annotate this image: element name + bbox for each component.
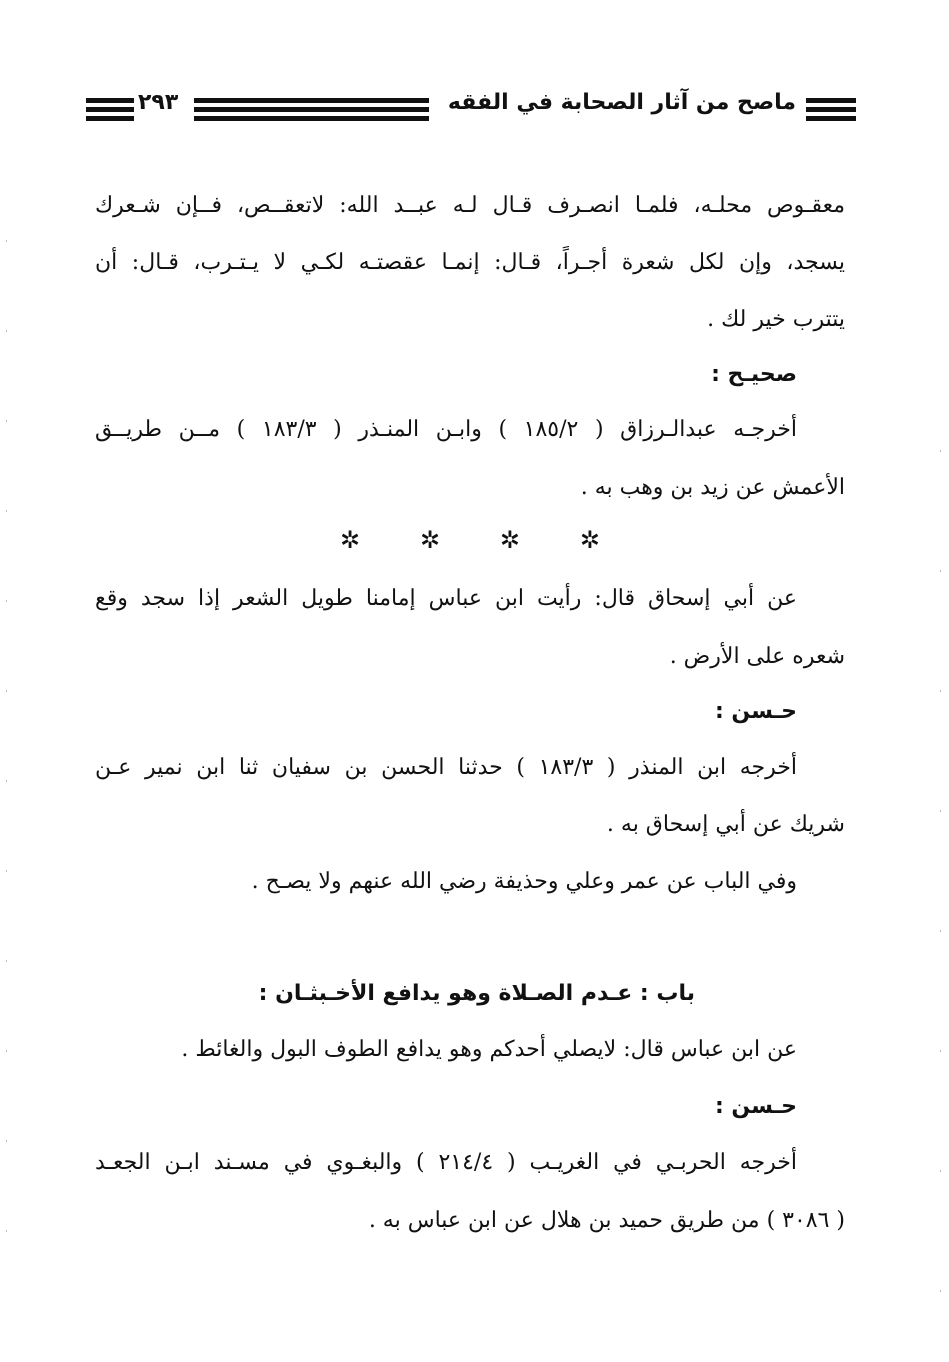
page-number: ٢٩٣ — [138, 90, 179, 115]
source-line: أخرجـه عبدالـرزاق ( ١٨٥/٢ ) وابـن المنـذر ( ١٨٣/٣ ) مــن طريــق — [95, 417, 797, 442]
source-line: ( ٣٠٨٦ ) من طريق حميد بن هلال عن ابن عباس به . — [368, 1208, 845, 1233]
grade-label: صحيـح : — [711, 362, 797, 387]
grade-label: حـسن : — [714, 1094, 797, 1119]
star-ornament: ✲ — [340, 526, 361, 554]
star-ornament: ✲ — [419, 526, 441, 554]
source-line: أخرجه ابن المنذر ( ١٨٣/٣ ) حدثنا الحسن بن سفيان ثنا ابن نمير عـن — [95, 755, 797, 780]
paragraph-line: يتترب خير لك . — [707, 307, 845, 332]
header-title: ماصح من آثار الصحابة في الفقه — [447, 90, 796, 115]
paragraph-line: معقـوص محلـه، فلمـا انصـرف قـال لـه عبــد الله: لاتعقــص، فــإن شـعرك — [95, 193, 845, 218]
grade-label: حـسن : — [714, 699, 797, 724]
scan-edge-right — [940, 450, 941, 1350]
paragraph-line: شعره على الأرض . — [669, 644, 845, 669]
scan-edge-left — [6, 240, 7, 1290]
paragraph-line: يسجد، وإن لكل شعرة أجـراً، قـال: إنمـا عقصتـه لكـي لا يـتـرب، قـال: أن — [95, 250, 845, 275]
source-line: شريك عن أبي إسحاق به . — [606, 812, 845, 837]
header-rule-right — [806, 98, 856, 121]
star-ornament: ✲ — [579, 526, 600, 554]
paragraph-line: عن ابن عباس قال: لايصلي أحدكم وهو يدافع الطوف البول والغائط . — [181, 1037, 797, 1062]
separator-stars — [340, 525, 600, 555]
header-rule-middle — [194, 98, 429, 121]
header-rule-left — [86, 98, 134, 121]
source-line: الأعمش عن زيد بن وهب به . — [580, 475, 845, 500]
source-line: أخرجه الحربـي في الغريـب ( ٢١٤/٤ ) والبغـوي في مسـند ابـن الجعـد — [95, 1150, 797, 1175]
paragraph-line: عن أبي إسحاق قال: رأيت ابن عباس إمامنا طويل الشعر إذا سجد وقع — [95, 586, 797, 611]
running-header — [86, 88, 856, 128]
note-line: وفي الباب عن عمر وعلي وحذيفة رضي الله عنهم ولا يصـح . — [251, 869, 797, 894]
chapter-title: باب : عـدم الصـلاة وهو يدافع الأخـبثـان : — [258, 981, 695, 1006]
star-ornament: ✲ — [499, 526, 521, 554]
